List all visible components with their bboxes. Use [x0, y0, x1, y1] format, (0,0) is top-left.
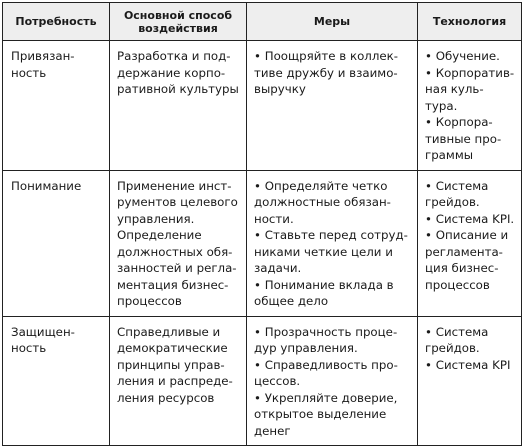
bullet-item — [254, 390, 412, 440]
bullet-item — [254, 324, 412, 357]
header-line: Основной способ — [123, 8, 233, 22]
text-line: • Поощряйте в коллек- — [254, 49, 399, 63]
text-line: ная куль- — [425, 82, 484, 96]
text-line: управления. — [117, 211, 195, 226]
text-line: открытое выделение — [254, 407, 387, 421]
text-line: грейдов. — [425, 341, 480, 355]
table-row — [3, 170, 522, 316]
text-line: держание корпо- — [117, 65, 226, 80]
header-measures — [247, 3, 418, 41]
table-row — [3, 316, 522, 446]
text-line: ция бизнес- — [425, 261, 499, 275]
bullet-item — [425, 211, 516, 228]
text-line: ления и распреде- — [117, 374, 233, 388]
bullet-item — [425, 48, 516, 65]
cell-need — [3, 316, 110, 446]
text-line: ность — [11, 341, 47, 355]
paragraph — [117, 227, 241, 310]
text-line: должностные обязан- — [254, 195, 391, 209]
text-line: денег — [254, 423, 291, 438]
header-method — [110, 3, 247, 41]
cell-measures — [247, 316, 418, 446]
bullet-item — [425, 65, 516, 115]
text-line: занностей и регла- — [117, 261, 237, 275]
bullet-item — [254, 48, 412, 98]
text-line: • Система KPI. — [425, 211, 515, 226]
text-line: дур управления. — [254, 341, 358, 355]
text-line: ность — [11, 65, 47, 80]
paragraph — [117, 48, 241, 98]
text-line: регламента- — [425, 244, 503, 259]
bullet-item — [254, 357, 412, 390]
header-need — [3, 3, 110, 41]
text-line: Привязан- — [11, 49, 75, 63]
text-line: общее дело — [254, 294, 329, 308]
header-line: Меры — [313, 15, 351, 28]
text-line: Применение инст- — [117, 178, 232, 193]
text-line: принципы управ- — [117, 357, 225, 372]
text-line: Защищен- — [11, 324, 75, 339]
cell-technology — [418, 316, 522, 446]
document-page — [2, 2, 522, 446]
text-line: • Система — [425, 324, 489, 339]
cell-method — [110, 41, 247, 171]
text-line: процессов — [117, 294, 182, 308]
paragraph — [117, 178, 241, 228]
text-line: • Система KPI — [425, 357, 511, 372]
text-line: • Обучение. — [425, 49, 500, 63]
cell-method — [110, 170, 247, 316]
text-line: ративной культуры — [117, 82, 239, 96]
text-line: Определение — [117, 228, 202, 242]
cell-measures — [247, 41, 418, 171]
bullet-item — [254, 277, 412, 310]
header-line: воздействия — [138, 21, 218, 35]
text-line: задачи. — [254, 261, 302, 275]
text-line: • Корпора- — [425, 115, 493, 129]
text-line: граммы — [425, 148, 474, 162]
text-line: никами четкие цели и — [254, 244, 393, 259]
bullet-item — [425, 357, 516, 374]
text-line: должностных обя- — [117, 244, 233, 259]
text-line: • Определяйте четко — [254, 178, 388, 193]
header-line: Потребность — [15, 15, 97, 28]
text-line: демократические — [117, 341, 228, 355]
bullet-item — [425, 324, 516, 357]
cell-method — [110, 316, 247, 446]
text-line: ления ресурсов — [117, 390, 215, 405]
cell-need — [3, 41, 110, 171]
text-line: выручку — [254, 82, 306, 96]
cell-technology — [418, 170, 522, 316]
table-header-row — [3, 3, 522, 41]
text-line: • Прозрачность проце- — [254, 324, 398, 339]
text-line: ментация бизнес- — [117, 277, 229, 292]
text-line: • Система — [425, 178, 489, 193]
bullet-item — [254, 178, 412, 228]
text-line: • Справедливость про- — [254, 357, 398, 372]
text-line: рументов целевого — [117, 195, 238, 209]
text-line: цессов. — [254, 374, 301, 388]
text-line: • Описание и — [425, 228, 509, 242]
text-line: тура. — [425, 98, 458, 113]
cell-measures — [247, 170, 418, 316]
table-row — [3, 41, 522, 171]
paragraph — [117, 324, 241, 407]
text-line: тивные про- — [425, 131, 502, 146]
cell-technology — [418, 41, 522, 171]
text-line: • Понимание вклада в — [254, 277, 394, 292]
bullet-item — [425, 178, 516, 211]
text-line: ности. — [254, 211, 294, 226]
cell-need — [3, 170, 110, 316]
header-technology — [418, 3, 522, 41]
text-line: Понимание — [11, 178, 82, 193]
text-line: процессов — [425, 277, 490, 292]
bullet-item — [425, 114, 516, 164]
text-line: • Ставьте перед сотруд- — [254, 228, 408, 242]
header-line: Технология — [432, 15, 507, 28]
text-line: • Укрепляйте доверие, — [254, 390, 398, 405]
text-line: тиве дружбу и взаимо- — [254, 65, 398, 80]
text-line: • Корпоратив- — [425, 65, 515, 80]
bullet-item — [254, 227, 412, 277]
text-line: Разработка и под- — [117, 49, 231, 63]
bullet-item — [425, 227, 516, 293]
text-line: Справедливые и — [117, 324, 221, 339]
needs-table — [2, 2, 522, 446]
text-line: грейдов. — [425, 195, 480, 209]
